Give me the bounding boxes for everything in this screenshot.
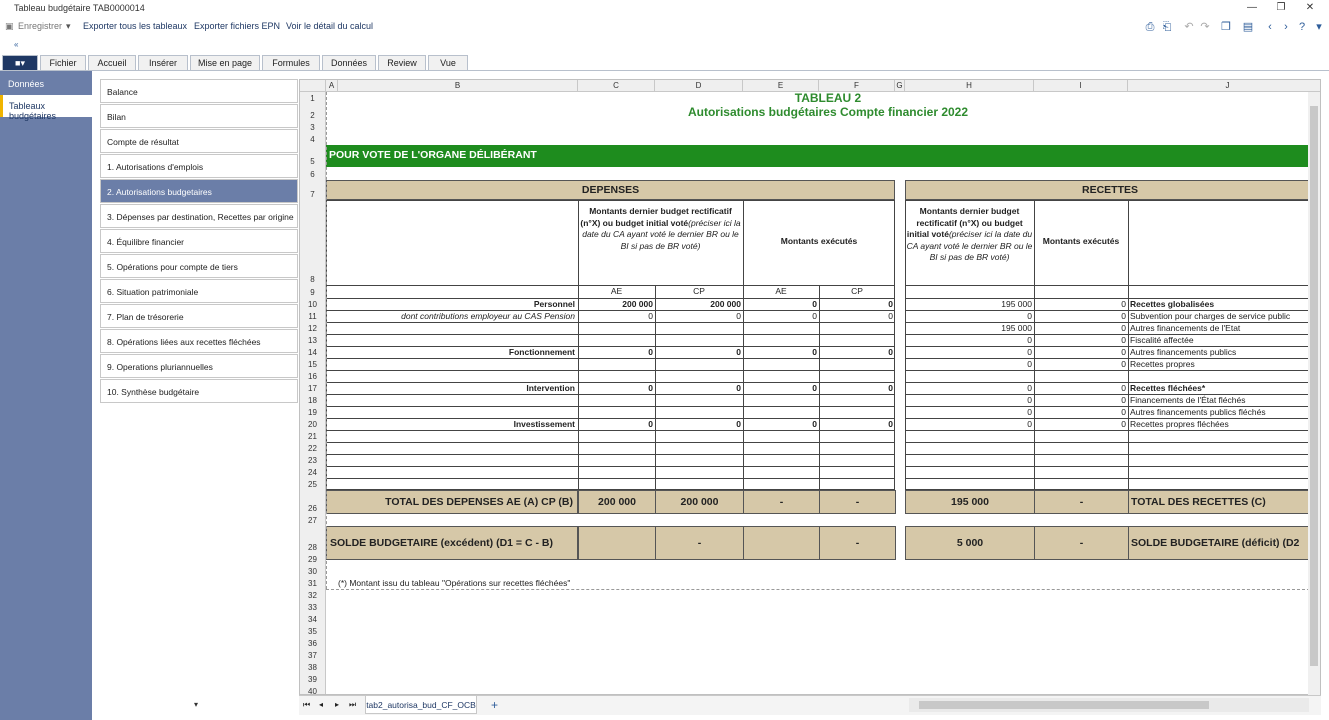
rec-budget-header-bold: Montants dernier budget rectificatif (n°X) ou budget initial voté [906, 206, 1023, 239]
column-header[interactable]: D [655, 80, 743, 92]
prev-sheet-icon[interactable]: ◂ [319, 700, 324, 709]
expense-value[interactable]: 0 [812, 383, 817, 393]
row-header[interactable]: 6 [300, 167, 326, 180]
redo-icon[interactable]: ↷ [1200, 21, 1210, 33]
expense-value[interactable]: 0 [648, 383, 653, 393]
table-list-item[interactable]: 5. Opérations pour compte de tiers [100, 254, 298, 278]
collapse-icon[interactable]: « [14, 40, 19, 49]
revenue-budget-value[interactable]: 0 [1027, 335, 1032, 345]
revenue-executed-value[interactable]: 0 [1121, 395, 1126, 405]
table-list-item[interactable]: 10. Synthèse budgétaire [100, 379, 298, 403]
row-divider [905, 430, 1315, 431]
row-header[interactable]: 23 [300, 454, 326, 466]
expense-value[interactable]: 0 [888, 311, 893, 321]
revenue-executed-value[interactable]: 0 [1121, 323, 1126, 333]
row-header[interactable]: 2 [300, 104, 326, 121]
solde-row-label: SOLDE BUDGETAIRE (excédent) (D1 = C - B) [326, 526, 578, 560]
revenue-label: Fiscalité affectée [1130, 335, 1194, 345]
restore-icon[interactable]: ❐ [1276, 2, 1286, 13]
table-list-item[interactable]: Bilan [100, 104, 298, 128]
total-row-value[interactable]: 200 000 [655, 490, 744, 514]
expense-label: Personnel [533, 299, 575, 309]
revenue-executed-value[interactable]: 0 [1121, 347, 1126, 357]
revenue-budget-value[interactable]: 0 [1027, 407, 1032, 417]
row-header[interactable]: 9 [300, 285, 326, 298]
table-list-item[interactable]: 4. Équilibre financier [100, 229, 298, 253]
expense-value[interactable]: 0 [888, 299, 893, 309]
revenue-label: Autres financements publics fléchés [1130, 407, 1266, 417]
expense-value[interactable]: 0 [888, 419, 893, 429]
expense-label: Intervention [526, 383, 575, 393]
window-title: Tableau budgétaire TAB0000014 [14, 3, 145, 13]
revenue-label: Subvention pour charges de service public [1130, 311, 1291, 321]
page-break-line [326, 92, 327, 589]
solde-row-rec-label: SOLDE BUDGETAIRE (déficit) (D2 [1128, 526, 1315, 560]
footnote: (*) Montant issu du tableau "Opérations sur recettes fléchées" [338, 578, 571, 588]
expense-value[interactable]: 200 000 [622, 299, 653, 309]
row-divider [326, 334, 895, 335]
rec-budget-header-note: (préciser ici la date du CA ayant voté le dernier BR ou le BI si pas de BR voté) [906, 229, 1033, 262]
row-header[interactable]: 30 [300, 565, 326, 577]
solde-row-rec-value[interactable]: 5 000 [905, 526, 1035, 560]
solde-row-value[interactable]: - [655, 526, 744, 560]
expense-value[interactable]: 0 [812, 347, 817, 357]
row-divider [326, 370, 895, 371]
row-header[interactable]: 31 [300, 577, 326, 589]
expense-value[interactable]: 0 [812, 311, 817, 321]
row-header[interactable]: 17 [300, 382, 326, 394]
row-header[interactable]: 7 [300, 180, 326, 200]
dep-budget-header-note: (préciser ici la date du CA ayant voté le dernier BR ou le BI si pas de BR voté) [582, 217, 741, 251]
expense-value[interactable]: 0 [736, 347, 741, 357]
revenue-executed-value[interactable]: 0 [1121, 359, 1126, 369]
row-header[interactable]: 39 [300, 673, 326, 685]
row-divider [326, 454, 895, 455]
row-header[interactable]: 19 [300, 406, 326, 418]
row-header[interactable]: 24 [300, 466, 326, 478]
tab-mise-en-page[interactable]: Mise en page [190, 55, 260, 70]
print-preview-icon[interactable]: ⎗ [1162, 21, 1172, 33]
total-row-rec-value[interactable]: 195 000 [905, 490, 1035, 514]
column-divider [1128, 200, 1129, 490]
expense-value[interactable]: 0 [648, 419, 653, 429]
ribbon-tabs [0, 55, 1329, 71]
revenue-budget-value[interactable]: 195 000 [1001, 299, 1032, 309]
revenue-label: Recettes propres [1130, 359, 1195, 369]
row-header[interactable]: 16 [300, 370, 326, 382]
total-row-value[interactable]: - [819, 490, 896, 514]
row-header[interactable]: 13 [300, 334, 326, 346]
solde-row-rec-value[interactable]: - [1034, 526, 1129, 560]
row-header[interactable]: 33 [300, 601, 326, 613]
row-divider [905, 466, 1315, 467]
row-header[interactable]: 35 [300, 625, 326, 637]
expense-value[interactable]: 0 [812, 299, 817, 309]
row-divider [326, 442, 895, 443]
export-epn-button[interactable]: Exporter fichiers EPN [194, 21, 281, 31]
sub-header: CP [851, 286, 863, 296]
dep-budget-header-bold: Montants dernier budget rectificatif (n°X) ou budget initial voté [580, 206, 732, 228]
sub-header: CP [693, 286, 705, 296]
row-header[interactable]: 38 [300, 661, 326, 673]
file-menu-icon[interactable]: ■▾ [2, 55, 38, 70]
total-row-rec-label: TOTAL DES RECETTES (C) [1128, 490, 1315, 514]
row-header[interactable]: 40 [300, 685, 326, 695]
vertical-scroll-thumb[interactable] [1310, 106, 1318, 666]
title-bar [0, 0, 1329, 16]
table-list-item[interactable]: 9. Operations pluriannuelles [100, 354, 298, 378]
row-header[interactable]: 22 [300, 442, 326, 454]
row-header[interactable]: 3 [300, 121, 326, 133]
expense-value[interactable]: 0 [888, 383, 893, 393]
revenue-executed-value[interactable]: 0 [1121, 383, 1126, 393]
undo-icon[interactable]: ↶ [1184, 21, 1194, 33]
command-bar [0, 17, 1329, 35]
row-divider [905, 442, 1315, 443]
column-header[interactable]: E [743, 80, 819, 92]
table-list-item[interactable]: 8. Opérations liées aux recettes fléchées [100, 329, 298, 353]
row-header[interactable]: 25 [300, 478, 326, 490]
row-header[interactable]: 37 [300, 649, 326, 661]
next-sheet-icon[interactable]: ▸ [335, 700, 340, 709]
row-divider [326, 478, 895, 479]
nav-donnees[interactable]: Données [8, 79, 45, 89]
next-icon[interactable]: › [1284, 21, 1288, 33]
table-list-item[interactable]: 1. Autorisations d'emplois [100, 154, 298, 178]
dep-budget-header [579, 206, 742, 252]
expense-value[interactable]: 0 [736, 311, 741, 321]
revenue-label: Recettes fléchées* [1130, 383, 1206, 393]
row-header[interactable]: 36 [300, 637, 326, 649]
sheet-tab[interactable]: tab2_autorisa_bud_CF_OCB [365, 696, 477, 714]
tab-inserer[interactable]: Insérer [138, 55, 188, 70]
revenue-executed-value[interactable]: 0 [1121, 407, 1126, 417]
column-header[interactable]: B [338, 80, 578, 92]
table-list [100, 79, 298, 404]
row-divider [326, 358, 895, 359]
sub-header: AE [610, 286, 623, 296]
minimize-icon[interactable]: ― [1247, 2, 1257, 13]
prev-icon[interactable]: ‹ [1268, 21, 1272, 33]
revenue-label: Financements de l'État fléchés [1130, 395, 1246, 405]
row-divider [326, 394, 895, 395]
row-header[interactable]: 10 [300, 298, 326, 310]
row-header[interactable]: 27 [300, 514, 326, 526]
tab-vue[interactable]: Vue [428, 55, 468, 70]
sheet-title: TABLEAU 2 [794, 91, 862, 105]
delete-icon[interactable]: ▤ [1242, 21, 1254, 33]
vertical-scrollbar[interactable] [1308, 92, 1320, 695]
table-list-item[interactable]: Compte de résultat [100, 129, 298, 153]
expense-label: Investissement [513, 419, 575, 429]
column-header[interactable]: F [819, 80, 895, 92]
revenue-label: Recettes globalisées [1130, 299, 1215, 309]
expense-value[interactable]: 0 [648, 311, 653, 321]
row-header[interactable]: 11 [300, 310, 326, 322]
horizontal-scrollbar[interactable] [909, 698, 1309, 712]
row-divider [905, 478, 1315, 479]
save-icon: ▣ [5, 21, 14, 31]
row-divider [905, 285, 1315, 286]
revenue-label: Autres financements de l'Etat [1130, 323, 1241, 333]
row-header[interactable]: 21 [300, 430, 326, 442]
row-header[interactable]: 34 [300, 613, 326, 625]
sheet-subtitle: Autorisations budgétaires Compte financier 2022 [687, 105, 969, 119]
tab-review[interactable]: Review [378, 55, 426, 70]
row-header[interactable]: 32 [300, 589, 326, 601]
total-row-label: TOTAL DES DEPENSES AE (A) CP (B) [326, 490, 578, 514]
print-icon[interactable]: ⎙ [1145, 21, 1155, 33]
expense-label: Fonctionnement [508, 347, 575, 357]
recettes-header: RECETTES [905, 180, 1315, 200]
table-list-item[interactable]: Balance [100, 79, 298, 103]
revenue-label: Recettes propres fléchées [1130, 419, 1229, 429]
solde-row-value[interactable]: - [819, 526, 896, 560]
help-icon[interactable]: ? [1298, 21, 1306, 33]
revenue-label: Autres financements publics [1130, 347, 1237, 357]
revenue-executed-value[interactable]: 0 [1121, 299, 1126, 309]
row-header[interactable]: 12 [300, 322, 326, 334]
table-list-item[interactable]: 3. Dépenses par destination, Recettes par origine [100, 204, 298, 228]
tab-donnees[interactable]: Données [322, 55, 376, 70]
expense-value[interactable]: 0 [736, 419, 741, 429]
row-header[interactable]: 26 [300, 490, 326, 514]
table-list-item[interactable]: 2. Autorisations budgetaires [100, 179, 298, 203]
tab-fichier[interactable]: Fichier [40, 55, 86, 70]
solde-row-value[interactable] [743, 526, 820, 560]
column-header[interactable]: J [1128, 80, 1321, 92]
row-divider [905, 454, 1315, 455]
revenue-executed-value[interactable]: 0 [1121, 311, 1126, 321]
column-header[interactable]: H [905, 80, 1034, 92]
expense-label: dont contributions employeur au CAS Pension [401, 311, 575, 321]
row-header[interactable]: 1 [300, 92, 326, 104]
expense-value[interactable]: 0 [736, 383, 741, 393]
row-header[interactable]: 29 [300, 553, 326, 565]
row-header[interactable]: 15 [300, 358, 326, 370]
revenue-budget-value[interactable]: 0 [1027, 359, 1032, 369]
tab-accueil[interactable]: Accueil [88, 55, 136, 70]
revenue-budget-value[interactable]: 0 [1027, 311, 1032, 321]
revenue-budget-value[interactable]: 0 [1027, 419, 1032, 429]
corner-cell[interactable] [300, 80, 326, 92]
revenue-executed-value[interactable]: 0 [1121, 419, 1126, 429]
total-row-value[interactable]: 200 000 [578, 490, 656, 514]
expense-value[interactable]: 200 000 [710, 299, 741, 309]
row-divider [905, 370, 1315, 371]
rec-executed-header: Montants exécutés [1042, 236, 1120, 246]
rec-budget-header [906, 206, 1033, 264]
first-sheet-icon[interactable]: ⏮ [303, 700, 311, 709]
row-header[interactable]: 18 [300, 394, 326, 406]
page-break-line [326, 589, 1310, 590]
last-sheet-icon[interactable]: ⏭ [349, 700, 357, 709]
column-header[interactable]: I [1034, 80, 1128, 92]
expense-value[interactable]: 0 [888, 347, 893, 357]
scroll-down-icon[interactable]: ▾ [194, 700, 199, 709]
add-sheet-icon[interactable]: + [491, 698, 499, 712]
total-row-value[interactable]: - [743, 490, 820, 514]
tab-formules[interactable]: Formules [262, 55, 320, 70]
row-divider [326, 466, 895, 467]
revenue-budget-value[interactable]: 0 [1027, 383, 1032, 393]
row-header[interactable]: 5 [300, 145, 326, 167]
options-icon[interactable]: ▾ [1316, 21, 1322, 33]
table-list-item[interactable]: 7. Plan de trésorerie [100, 304, 298, 328]
row-header[interactable]: 4 [300, 133, 326, 145]
row-divider [326, 406, 895, 407]
vote-band: POUR VOTE DE L'ORGANE DÉLIBÉRANT [326, 145, 1310, 167]
save-dropdown-icon[interactable]: ▾ [66, 21, 71, 31]
view-detail-button[interactable]: Voir le détail du calcul [286, 21, 374, 31]
row-header[interactable]: 14 [300, 346, 326, 358]
column-header[interactable]: A [326, 80, 338, 92]
copy-icon[interactable]: ❐ [1221, 21, 1231, 33]
left-navigation [0, 71, 92, 720]
revenue-budget-value[interactable]: 0 [1027, 395, 1032, 405]
sub-header: AE [775, 286, 787, 296]
row-header[interactable]: 8 [300, 200, 326, 285]
dep-executed-header: Montants exécutés [780, 236, 858, 246]
sheet-tabs-bar [299, 695, 1321, 715]
nav-tableaux-budgetaires[interactable]: Tableaux budgétaires [0, 95, 92, 117]
expense-value[interactable]: 0 [648, 347, 653, 357]
spreadsheet[interactable] [299, 79, 1321, 695]
column-header[interactable]: G [895, 80, 905, 92]
depenses-header: DEPENSES [326, 180, 895, 200]
row-header[interactable]: 20 [300, 418, 326, 430]
total-row-rec-value[interactable]: - [1034, 490, 1129, 514]
solde-row-value[interactable] [578, 526, 656, 560]
revenue-budget-value[interactable]: 0 [1027, 347, 1032, 357]
row-header[interactable]: 28 [300, 526, 326, 553]
horizontal-scroll-thumb[interactable] [919, 701, 1209, 709]
revenue-executed-value[interactable]: 0 [1121, 335, 1126, 345]
expense-value[interactable]: 0 [812, 419, 817, 429]
revenue-budget-value[interactable]: 195 000 [1001, 323, 1032, 333]
save-button[interactable]: Enregistrer [18, 21, 63, 31]
table-list-item[interactable]: 6. Situation patrimoniale [100, 279, 298, 303]
close-icon[interactable]: ✕ [1305, 2, 1315, 13]
column-header[interactable]: C [578, 80, 655, 92]
row-divider [326, 430, 895, 431]
row-divider [326, 322, 895, 323]
export-all-button[interactable]: Exporter tous les tableaux [83, 21, 188, 31]
